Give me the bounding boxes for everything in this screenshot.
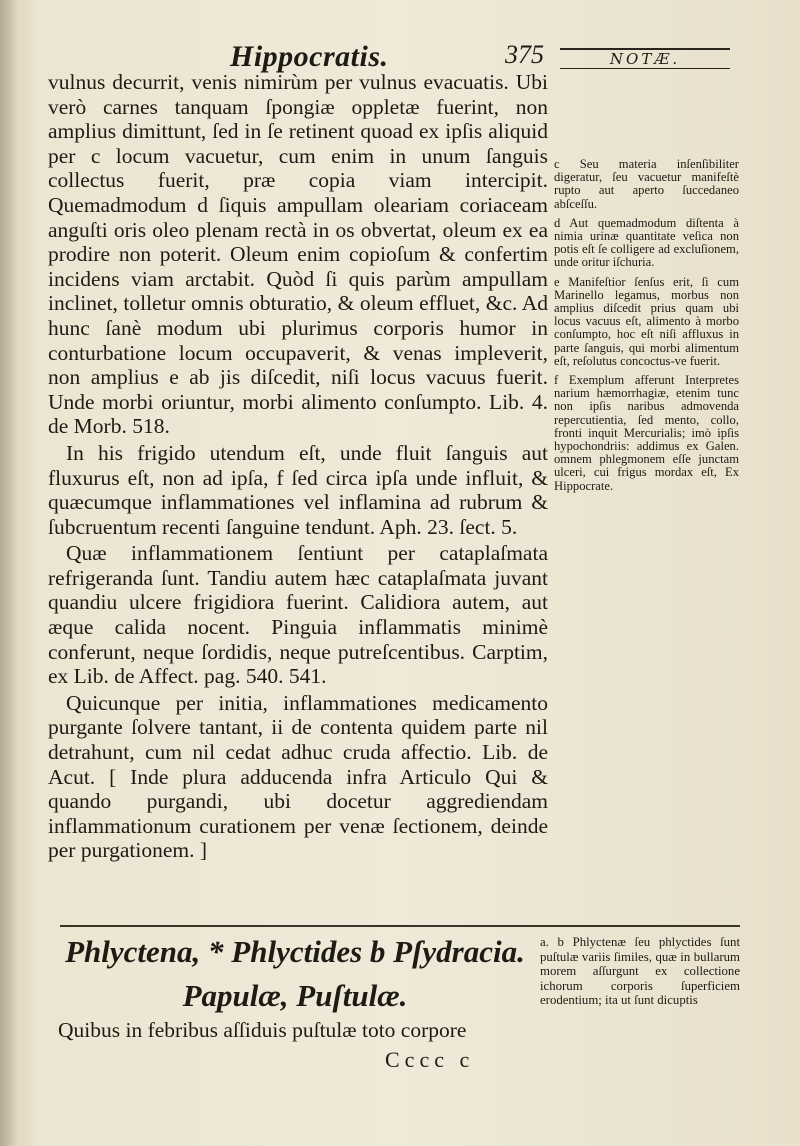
section-marginal-note: a. b Phlyctenæ ſeu phlyctides ſunt puſtulæ variis ſimiles, quæ in bullarum morem aſſurgunt ex collectione ichorum corporis ſuperficiem erodentium; ita ut ſunt dicuptis	[540, 935, 740, 1007]
page-number: 375	[505, 40, 544, 69]
section-divider	[60, 925, 740, 927]
signature-mark: Cccc c	[385, 1047, 475, 1072]
paragraph: vulnus decurrit, venis nimirùm per vulnus evacuatis. Ubi verò carnes tanquam ſpongiæ oppletæ fuerint, non amplius dimittunt, ſed in ſe retinent quoad ex ipſis aliquid per c locum vacuetur, cum enim in unum ſanguis collectus fuerit, præ copia viam intercipit. Quemadmodum d ſiquis ampullam oleariam coriaceam anguſti oris oleo plenam rectà in os obvertat, oleum ex ea prodire non poterit. Oleum enim copioſum & confertim incidens viam arctabit. Quòd ſi quis parùm ampullam inclinet, tolletur omnis obturatio, & oleum effluet, &c. Ad hunc ſanè modum ubi plurimus corporis humor in conturbatione locum occupaverit, & venas impleverit, non amplius e ab jis diſcedit, niſi locus vacuus fuerit. Unde morbi oriuntur, morbi alimento conſumpto. Lib. 4. de Morb. 518.	[48, 70, 548, 439]
notes-heading: NOTÆ.	[560, 48, 730, 69]
section-title-line: Phlyctena, * Phlyctides b Pſydracia.	[65, 934, 525, 969]
section-title-line: Papulæ, Puſtulæ.	[182, 978, 408, 1013]
paragraph: Quicunque per initia, inflammationes medicamento purgante ſolvere tantant, ii de contenta quidem parte nil detrahunt, cum nil cedat adhuc cruda affectio. Lib. de Acut. [ Inde plura adducenda infra Articulo Qui & quando purgandi, ubi docetur aggrediendam inflammationum curationem per venæ ſectionem, deinde per purgationem. ]	[48, 690, 548, 863]
marginal-notes-column	[554, 158, 739, 499]
paragraph: In his frigido utendum eſt, unde fluit ſanguis aut fluxurus eſt, non ad ipſa, f ſed circa ipſa unde influit, & quæcumque inflammationes vel inflamina ad rubrum & ſubcruentum recenti ſanguine tendunt. Aph. 23. ſect. 5.	[48, 440, 548, 539]
paragraph: Quæ inflammationem ſentiunt per cataplaſmata refrigeranda ſunt. Tandiu autem hæc cataplaſmata juvant quandiu ulcere frigidiora fuerint. Calidiora autem, aut æque calida nocent. Pinguia inflammatis minimè conferunt, neque ſordidis, neque putreſcentibus. Carptim, ex Lib. de Affect. pag. 540. 541.	[48, 541, 548, 689]
running-title: Hippocratis.	[230, 40, 389, 73]
marginal-note: d Aut quemadmodum diſtenta à nimia urinæ quantitate veſica non potis eſt ſe colligere ad excluſionem, unde oritur iſchuria.	[554, 215, 739, 270]
main-text-column	[48, 70, 548, 863]
section-body-text: Quibus in febribus aſſiduis puſtulæ toto corpore	[58, 1018, 467, 1042]
section-title	[60, 930, 530, 1018]
marginal-note: c Seu materia inſenſibiliter digeratur, ſeu vacuetur manifeſtè rupto aut aperto ſuccedaneo abſceſſu.	[554, 157, 739, 211]
marginal-note: f Exemplum afferunt Interpretes narium hæmorrhagiæ, etenim tunc non ipſis naribus admovenda repercutientia, ſed mento, collo, fronti inquit Mercurialis; imò ipſis hypochondriis: addimus ex Galen. omnem phlegmonem eſſe junctam ulceri, cui frigus mordax eſt, Ex Hippocrate.	[554, 373, 739, 493]
page-edge-shadow	[0, 0, 18, 1146]
marginal-note: e Manifeſtior ſenſus erit, ſi cum Marinello legamus, morbus non amplius diſcedit prius quam ubi locus vacuus eſt, alimento à morbo conſumpto, hoc eſt niſi affluxus in parte ſanguis, qui morbi alimentum eſt, reſolutus concoctus-ve fuerit.	[554, 274, 739, 368]
